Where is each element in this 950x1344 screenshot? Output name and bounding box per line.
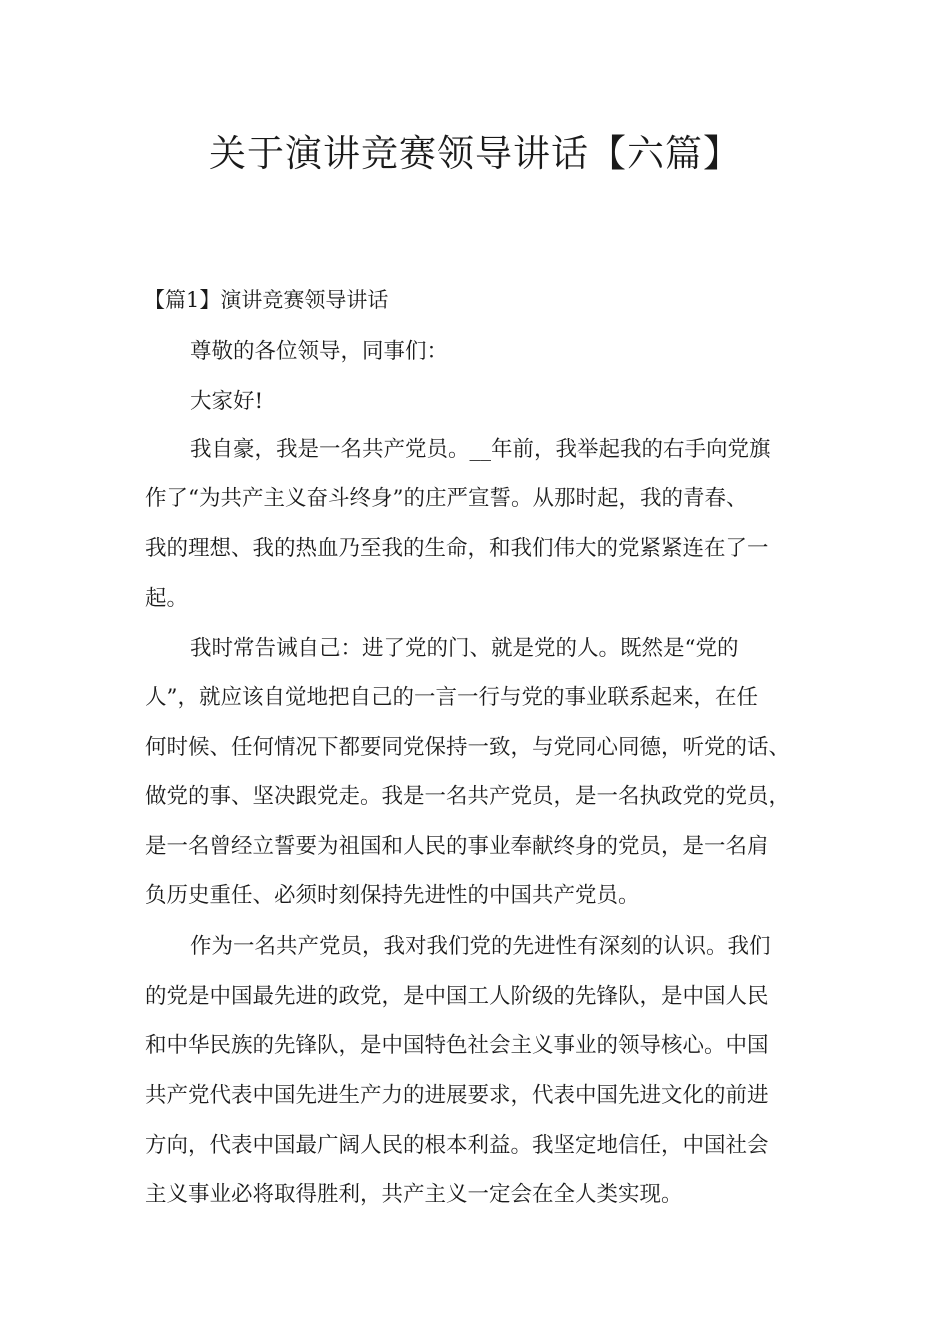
- paragraph-line: 和中华民族的先锋队，是中国特色社会主义事业的领导核心。中国: [145, 1033, 769, 1058]
- document-title: 关于演讲竞赛领导讲话【六篇】: [209, 132, 741, 175]
- salutation-line: 尊敬的各位领导，同事们：: [190, 339, 449, 364]
- paragraph-line: 我时常告诫自己：进了党的门、就是党的人。既然是“党的: [190, 636, 739, 661]
- paragraph-line: 何时候、任何情况下都要同党保持一致，与党同心同德，听党的话、: [145, 735, 791, 760]
- paragraph-line: 我的理想、我的热血乃至我的生命，和我们伟大的党紧紧连在了一: [145, 536, 769, 561]
- greeting-line: 大家好!: [190, 389, 264, 414]
- paragraph-line: 的党是中国最先进的政党，是中国工人阶级的先锋队，是中国人民: [145, 984, 769, 1009]
- section-heading: 【篇1】演讲竞赛领导讲话: [144, 288, 389, 312]
- paragraph-line: 人”，就应该自觉地把自己的一言一行与党的事业联系起来，在任: [145, 685, 758, 710]
- paragraph-line: 起。: [145, 586, 189, 611]
- paragraph-line: 我自豪，我是一名共产党员。__年前，我举起我的右手向党旗: [190, 437, 771, 462]
- paragraph-line: 方向，代表中国最广阔人民的根本利益。我坚定地信任，中国社会: [145, 1133, 769, 1158]
- paragraph-line: 作为一名共产党员，我对我们党的先进性有深刻的认识。我们: [190, 934, 771, 959]
- paragraph-line: 是一名曾经立誓要为祖国和人民的事业奉献终身的党员，是一名肩: [145, 834, 769, 859]
- paragraph-line: 主义事业必将取得胜利，共产主义一定会在全人类实现。: [145, 1182, 683, 1207]
- paragraph-line: 作了“为共产主义奋斗终身”的庄严宣誓。从那时起，我的青春、: [145, 486, 748, 511]
- paragraph-line: 做党的事、坚决跟党走。我是一名共产党员，是一名执政党的党员，: [145, 784, 791, 809]
- paragraph-line: 负历史重任、必须时刻保持先进性的中国共产党员。: [145, 883, 640, 908]
- paragraph-line: 共产党代表中国先进生产力的进展要求，代表中国先进文化的前进: [145, 1083, 769, 1108]
